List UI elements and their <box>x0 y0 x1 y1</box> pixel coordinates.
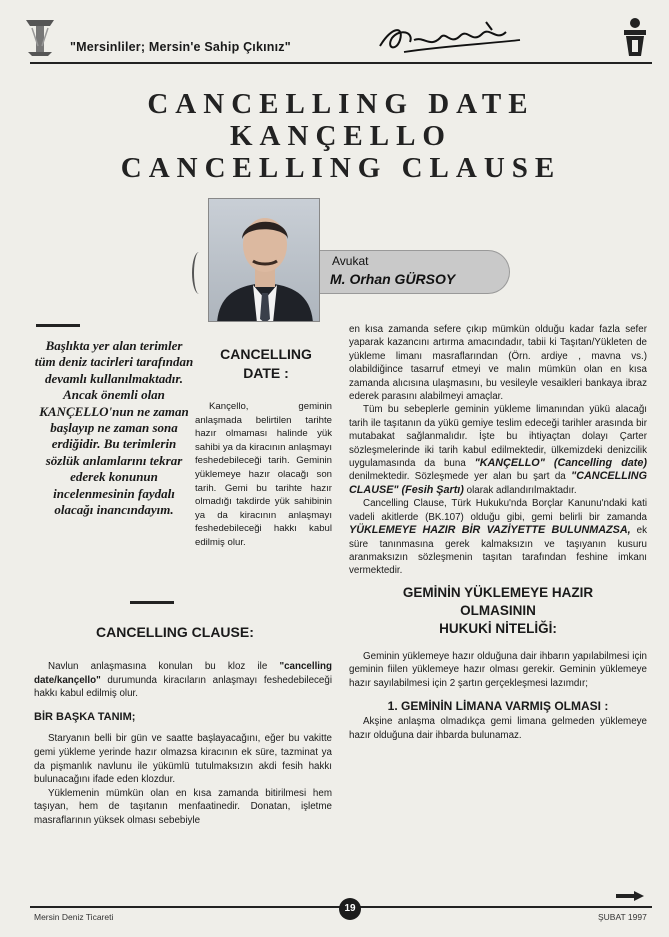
header-rule <box>30 62 652 64</box>
legal-nature-heading-line-2: OLMASININ <box>460 602 536 618</box>
clause-paragraph-3: Yüklemenin mümkün olan en kısa zamanda bitirilmesi hem taşıyan, hem de taşıtanın menfaatinedir. Donatan, işletme masraflarının yüksek olması sebebiyle <box>34 787 332 826</box>
right-p3-text-b: ek süre tanınmasına gerek kalmaksızın ve taşıyanın kusuru aranmaksızın sözleşmenin taşıtan tarafından feshine imkanı vermektedir. <box>349 525 647 577</box>
chamber-logo-icon <box>620 16 650 60</box>
header-slogan: "Mersinliler; Mersin'e Sahip Çıkınız" <box>70 40 291 54</box>
right-p3-bold: YÜKLEMEYE HAZIR BİR VAZİYETTE BULUNMAZSA, <box>349 524 631 537</box>
author-panel <box>320 250 510 294</box>
article-title <box>30 88 652 184</box>
title-line-2: KANÇELLO <box>230 120 452 152</box>
clause-paragraph-2: Staryanın belli bir gün ve saatte başlayacağını, eğer bu vakitte gemi yükleme yerinde hazır olmazsa kiracının ek süre, tazminat ya da pişmanlık navlunu ile yükümlü tutulmaksızın akdi fesih hakkı bulunacağını ifade eden klozdur. <box>34 733 332 786</box>
cancelling-date-heading-line-1: CANCELLING <box>220 346 312 362</box>
author-bracket <box>192 252 206 294</box>
clause-p1-text-b: durumunda kiracıların anlaşmayı feshedebileceği hakkı kabul edilmiş olur. <box>34 674 332 700</box>
legal-nature-heading-line-3: HUKUKİ NİTELİĞİ: <box>439 620 557 636</box>
right-column <box>349 323 647 742</box>
cancelling-date-paragraph: Kançello, geminin anlaşmada belirtilen tarihte hazır olmaması halinde yük sahibi ya da kiracının anlaşmayı feshedebileceği tarih. Geminin yüklemeye hazır olacağı son tarih. Gemi bu tarihte hazır olmadığı takdirde yük sahibinin ya da kiracının anlaşmayı feshedebileceği hakkı kabul edilmiş olur. <box>195 401 332 548</box>
footer-publication: Mersin Deniz Ticareti <box>34 912 114 922</box>
page-header <box>22 14 650 66</box>
author-role: Avukat <box>332 254 369 268</box>
right-paragraph-3 <box>349 497 647 577</box>
title-line-1: CANCELLING DATE <box>147 88 535 120</box>
footer-date: ŞUBAT 1997 <box>598 912 647 922</box>
right-p2-bold-2: "CANCELLING CLAUSE" (Fesih Şartı) <box>349 470 647 496</box>
right-p2-text-a: Tüm bu sebeplerle geminin yükleme limanından yükü alacağı tarih ile taşıtanın da yükü gemiye teslim edeceği tarihler arasında bir mutabakat sağlanmalıdır. İşte bu ihtiyaçtan dolayı Çarter sözleşmelerinde iki tarih kabul edilmektedir, ülkemizdeki denizcilik uygulamasında da buna <box>349 404 647 470</box>
intro-rule-top <box>36 324 80 327</box>
cancelling-date-column <box>195 400 332 550</box>
right-paragraph-4: Geminin yüklemeye hazır olduğuna dair ihbarın yapılabilmesi için geminin fiilen yüklemeye hazır olması gerekir. Geminin yüklemeye hazır sayılabilmesi için 2 şartın gerçekleşmesi lazımdır; <box>349 650 647 689</box>
intro-rule-bottom <box>130 601 174 604</box>
tower-logo-icon <box>22 16 58 58</box>
continue-arrow-icon <box>616 891 644 901</box>
clause-p1-bold: "cancelling date/kançello" <box>34 661 332 686</box>
clause-p1-text-a: Navlun anlaşmasına konulan bu kloz ile <box>48 661 280 672</box>
right-paragraph-5: Akşine anlaşma olmadıkça gemi limana gelmeden yüklemeye hazır olduğuna dair ihbarda bulunamaz. <box>349 716 647 741</box>
cancelling-clause-column <box>34 660 332 828</box>
title-line-3: CANCELLING CLAUSE <box>120 152 562 184</box>
legal-nature-heading <box>349 584 647 638</box>
author-name: M. Orhan GÜRSOY <box>330 271 456 287</box>
intro-text: Başlıkta yer alan terimler tüm deniz tacirleri tarafından devamlı kullanılmaktadır. Ancak önemli olan KANÇELLO'nun ne zaman başlayıp ne zaman sona erdiğidir. Bu terimlerin sözlük anlamlarını tekrar ederek konunun incelenmesinin faydalı olacağı inancındayım. <box>34 338 194 518</box>
ataturk-signature-icon <box>374 18 524 58</box>
cancelling-clause-heading: CANCELLING CLAUSE: <box>96 624 254 640</box>
right-paragraph-1: en kısa zamanda sefere çıkıp mümkün olduğu kadar fazla sefer yaparak kazancını artırma amacındadır, tabii ki Taşıtan/Yükleten de yükleme limanı masraflarından (Örn. ardiye , mavna vs.) olabildiğince tasarruf etmeyi ve malın mümkün olan en kısa zamanda alıcısına ulaşmasını, bu vesileyle vesaikleri bankaya ibraz ederek parasını alabilmeyi amaçlar. <box>349 324 647 403</box>
right-paragraph-2 <box>349 403 647 497</box>
right-p3-text-a: Cancelling Clause, Türk Hukuku'nda Borçlar Kanunu'ndaki kati vadeli akitlerde (BK.107) olduğu gibi, gemi belirli bir zamanda <box>349 498 647 523</box>
page-number: 19 <box>339 898 361 920</box>
clause-paragraph-1 <box>34 660 332 701</box>
cancelling-date-heading <box>200 345 332 383</box>
port-arrival-heading: 1. GEMİNİN LİMANA VARMIŞ OLMASI : <box>387 698 609 713</box>
right-p2-text-b: denilmektedir. Sözleşmede yer alan bu şart da <box>349 471 572 483</box>
another-definition-heading: BİR BAŞKA TANIM; <box>34 710 136 723</box>
legal-nature-heading-line-1: GEMİNİN YÜKLEMEYE HAZIR <box>402 584 594 600</box>
right-p2-text-c: olarak adlandırılmaktadır. <box>463 484 577 496</box>
cancelling-date-heading-line-2: DATE : <box>243 365 289 381</box>
right-p2-bold-1: "KANÇELLO" (Cancelling date) <box>474 457 647 470</box>
